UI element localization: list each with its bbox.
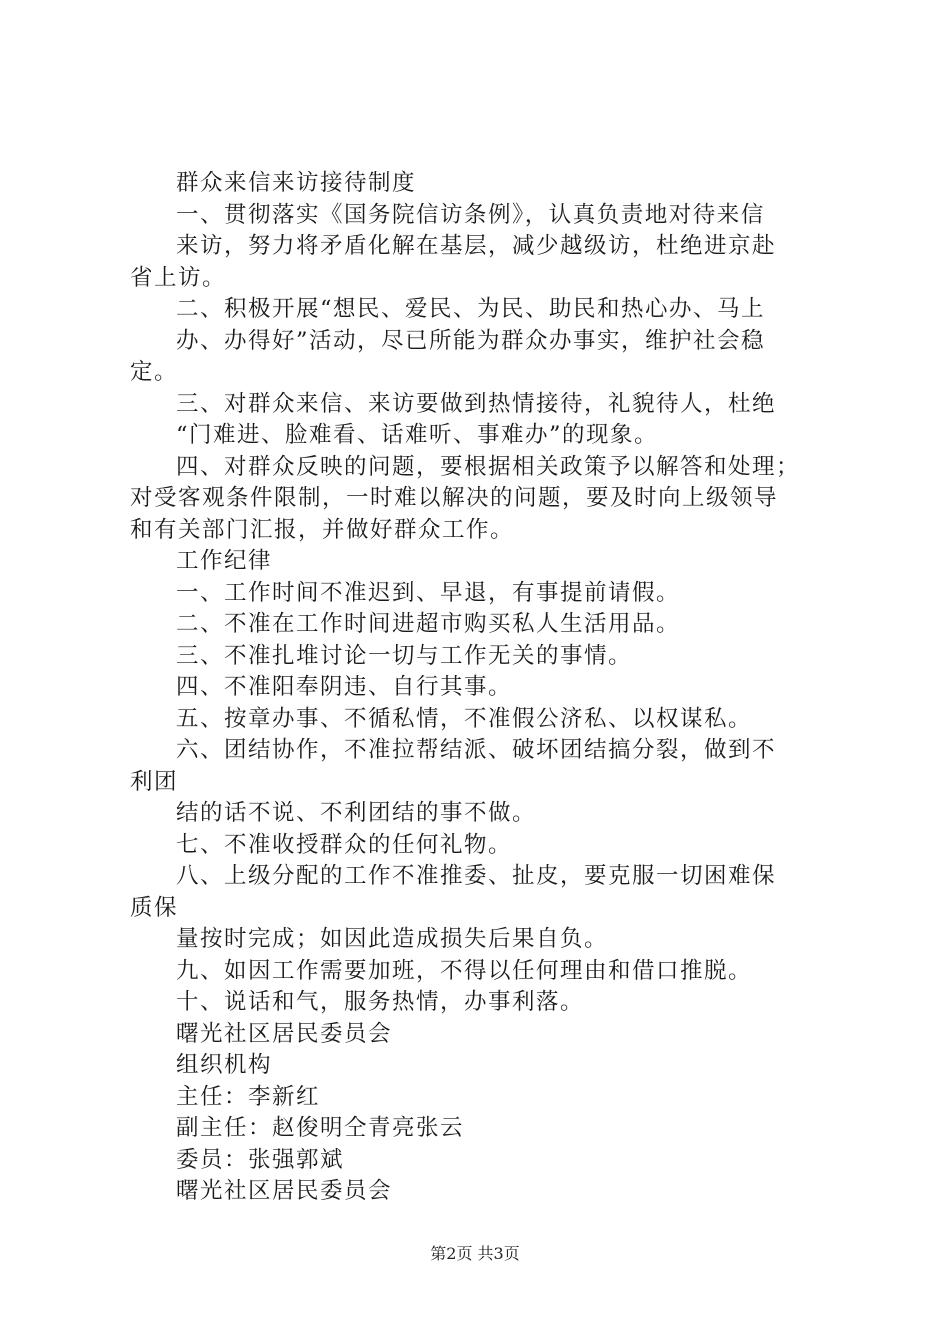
document-body	[130, 168, 850, 1208]
doc-line: 四、对群众反映的问题，要根据相关政策予以解答和处理；	[176, 453, 801, 480]
doc-line: 八、上级分配的工作不准推委、扯皮，要克服一切困难保	[176, 863, 777, 889]
doc-line: 二、积极开展“想民、爱民、为民、助民和热心办、马上	[176, 296, 766, 322]
doc-line: 二、不准在工作时间进超市购买私人生活用品。	[176, 611, 681, 637]
doc-line: 委员：张强郭斌	[176, 1146, 345, 1173]
doc-line: 七、不准收授群众的任何礼物。	[176, 831, 513, 858]
doc-line: 主任：李新红	[176, 1083, 321, 1110]
doc-line: 一、贯彻落实《国务院信访条例》，认真负责地对待来信	[176, 201, 765, 228]
doc-line: 九、如因工作需要加班，不得以任何理由和借口推脱。	[176, 957, 753, 984]
doc-line: 一、工作时间不准迟到、早退，有事提前请假。	[176, 579, 681, 606]
doc-line: 十、说话和气，服务热情，办事利落。	[176, 989, 585, 1015]
doc-line: 对受客观条件限制，一时难以解决的问题，要及时向上级领导	[130, 485, 779, 511]
doc-title: 群众来信来访接待制度	[176, 170, 417, 196]
doc-line: 和有关部门汇报，并做好群众工作。	[130, 516, 515, 543]
signature-org: 曙光社区居民委员会	[176, 1178, 393, 1204]
doc-line: 定。	[130, 359, 179, 385]
doc-line: 办、办得好”活动，尽已所能为群众办事实，维护社会稳	[176, 327, 766, 354]
doc-line: 结的话不说、不利团结的事不做。	[176, 800, 537, 826]
doc-line: “门难进、脸难看、话难听、事难办”的现象。	[176, 422, 659, 448]
doc-line: 来访，努力将矛盾化解在基层，减少越级访，杜绝进京赴	[176, 233, 777, 259]
doc-line: 三、对群众来信、来访要做到热情接待，礼貌待人，杜绝	[176, 390, 777, 417]
doc-line: 质保	[130, 894, 179, 921]
doc-line: 三、不准扎堆讨论一切与工作无关的事情。	[176, 642, 633, 669]
page-footer: 第2页 共3页	[430, 1244, 520, 1263]
section-heading: 组织机构	[176, 1052, 273, 1078]
doc-line: 省上访。	[130, 264, 227, 291]
doc-line: 五、按章办事、不循私情，不准假公济私、以权谋私。	[176, 705, 753, 732]
doc-line: 六、团结协作，不准拉帮结派、破坏团结搞分裂，做到不	[176, 737, 777, 763]
doc-line: 四、不准阳奉阴违、自行其事。	[176, 674, 513, 700]
doc-line: 量按时完成；如因此造成损失后果自负。	[176, 926, 609, 952]
doc-line: 利团	[130, 768, 179, 795]
section-heading: 工作纪律	[176, 548, 273, 574]
doc-line: 副主任：赵俊明仝青亮张云	[176, 1115, 465, 1141]
signature-org: 曙光社区居民委员会	[176, 1020, 393, 1047]
